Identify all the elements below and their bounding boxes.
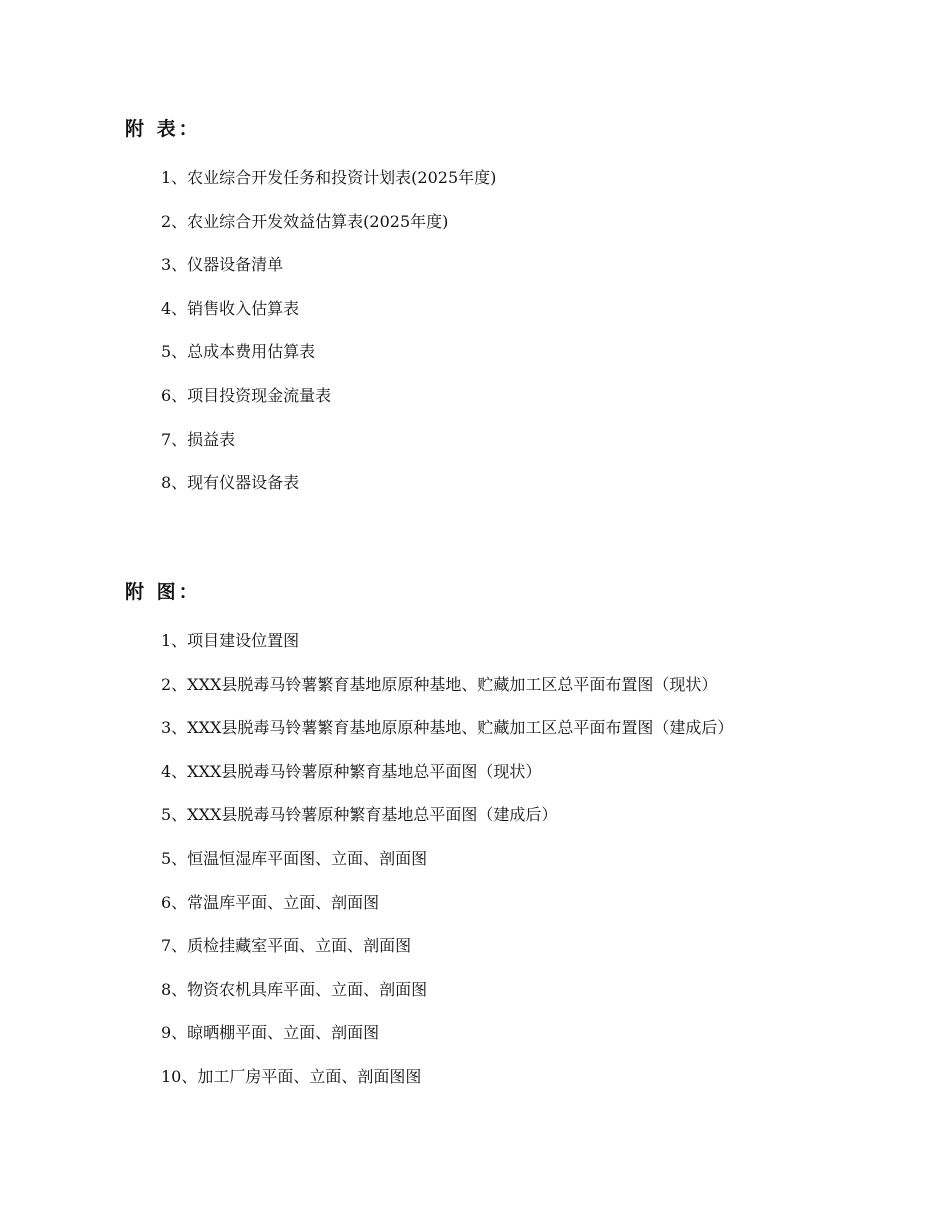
list-item: 1、农业综合开发任务和投资计划表(2025年度) (161, 168, 497, 187)
list-item: 5、总成本费用估算表 (161, 342, 316, 362)
list-item: 9、晾晒棚平面、立面、剖面图 (161, 1023, 380, 1043)
list-item: 6、常温库平面、立面、剖面图 (161, 892, 380, 912)
list-item: 4、XXX县脱毒马铃薯原种繁育基地总平面图（现状） (161, 761, 542, 781)
list-item: 2、农业综合开发效益估算表(2025年度) (161, 211, 449, 231)
appendix-figures-section (0, 577, 950, 1111)
list-item: 3、仪器设备清单 (161, 255, 284, 275)
appendix-figures-list (161, 631, 950, 1111)
list-item: 1、项目建设位置图 (161, 631, 300, 650)
appendix-figures-heading: 附 图： (125, 581, 201, 603)
list-item: 3、XXX县脱毒马铃薯繁育基地原原种基地、贮藏加工区总平面布置图（建成后） (161, 718, 734, 738)
list-item: 5、XXX县脱毒马铃薯原种繁育基地总平面图（建成后） (161, 805, 558, 825)
list-item: 6、项目投资现金流量表 (161, 385, 332, 405)
appendix-tables-section (0, 114, 950, 517)
appendix-tables-heading: 附 表： (125, 118, 201, 140)
list-item: 5、恒温恒湿库平面图、立面、剖面图 (161, 848, 428, 868)
list-item: 7、质检挂藏室平面、立面、剖面图 (161, 936, 412, 956)
list-item: 8、现有仪器设备表 (161, 473, 300, 493)
list-item: 7、损益表 (161, 429, 236, 449)
list-item: 10、加工厂房平面、立面、剖面图图 (161, 1066, 422, 1086)
list-item: 4、销售收入估算表 (161, 298, 300, 318)
list-item: 8、物资农机具库平面、立面、剖面图 (161, 979, 428, 999)
list-item: 2、XXX县脱毒马铃薯繁育基地原原种基地、贮藏加工区总平面布置图（现状） (161, 674, 718, 694)
appendix-tables-list (161, 168, 950, 517)
